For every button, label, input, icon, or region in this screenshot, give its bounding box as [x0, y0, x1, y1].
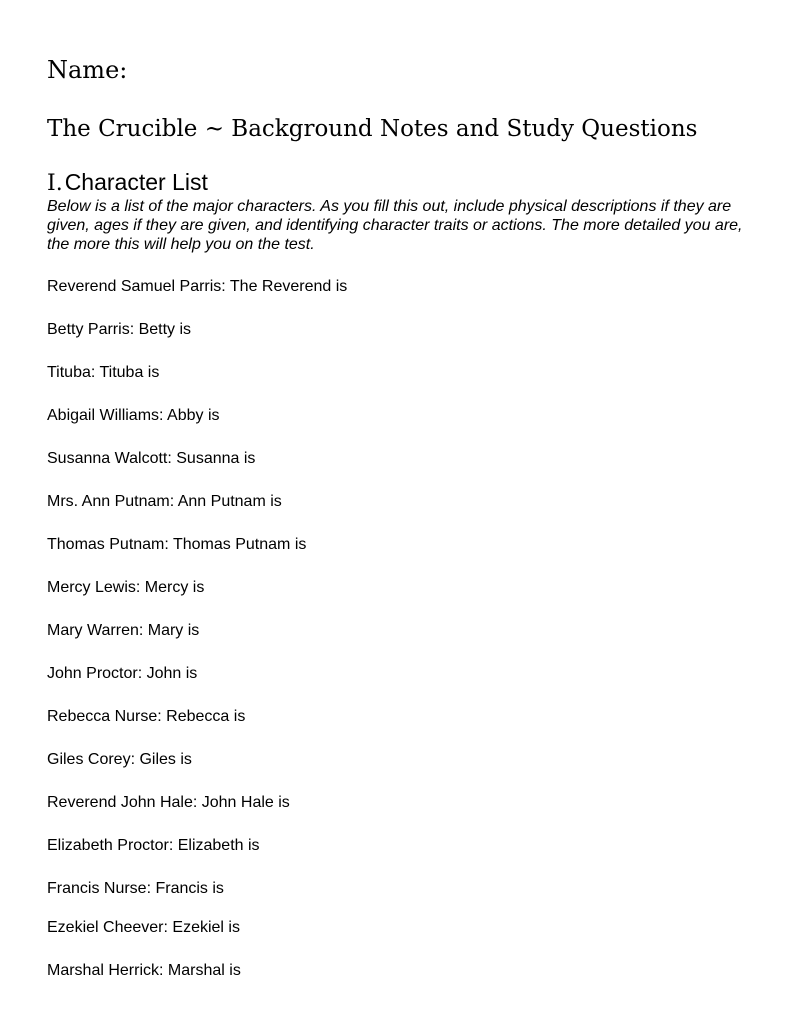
character-entry-giles-corey: Giles Corey: Giles is [47, 751, 192, 768]
character-entry-elizabeth-proctor: Elizabeth Proctor: Elizabeth is [47, 837, 260, 854]
character-entry-thomas-putnam: Thomas Putnam: Thomas Putnam is [47, 536, 307, 553]
character-entry-francis-nurse: Francis Nurse: Francis is [47, 880, 224, 897]
character-entry-samuel-parris: Reverend Samuel Parris: The Reverend is [47, 278, 348, 295]
character-entry-ezekiel-cheever: Ezekiel Cheever: Ezekiel is [47, 919, 240, 936]
page-title: The Crucible ~ Background Notes and Study Questions [47, 116, 698, 142]
section-instructions: Below is a list of the major characters. As you fill this out, include physical descriptions if they are given, ages if they are given, and identifying character traits or actions. The more detailed you are, the more this will help you on the test. [47, 198, 743, 253]
section-heading [47, 167, 208, 201]
character-entry-betty-parris: Betty Parris: Betty is [47, 321, 192, 338]
character-entry-ann-putnam: Mrs. Ann Putnam: Ann Putnam is [47, 493, 282, 510]
character-entry-john-hale: Reverend John Hale: John Hale is [47, 794, 290, 811]
section-number: I. [47, 171, 63, 196]
character-entry-susanna-walcott: Susanna Walcott: Susanna is [47, 450, 256, 467]
character-entry-mercy-lewis: Mercy Lewis: Mercy is [47, 579, 205, 596]
character-entry-rebecca-nurse: Rebecca Nurse: Rebecca is [47, 708, 246, 725]
character-entry-marshal-herrick: Marshal Herrick: Marshal is [47, 962, 241, 979]
name-label: Name: [47, 56, 128, 84]
character-entry-tituba: Tituba: Tituba is [47, 364, 160, 381]
character-entry-abigail-williams: Abigail Williams: Abby is [47, 407, 220, 424]
section-title: Character List [64, 169, 208, 195]
character-entry-mary-warren: Mary Warren: Mary is [47, 622, 200, 639]
character-entry-john-proctor: John Proctor: John is [47, 665, 198, 682]
